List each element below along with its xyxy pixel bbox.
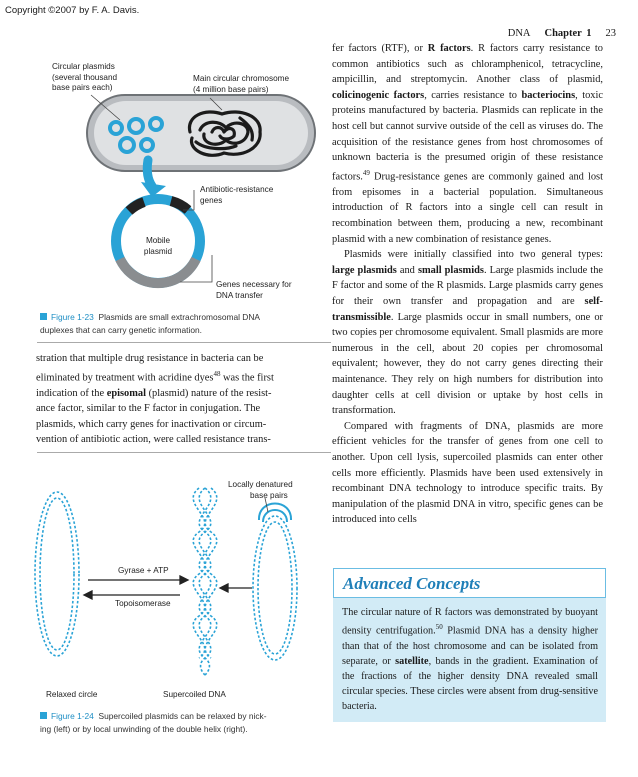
label-circular-plasmids: Circular plasmids (several thousand base pairs each) [52, 62, 118, 92]
label-relaxed-circle: Relaxed circle [46, 690, 98, 699]
section-divider [37, 452, 331, 453]
figure-1-23-caption: Figure 1-23 Plasmids are small extrachromosomal DNA duplexes that can carry genetic information. [40, 312, 260, 335]
running-head [508, 28, 616, 39]
advanced-concepts-text: The circular nature of R factors was demonstrated by buoyant density centrifugation.$^{50}$ Plasmid DNA has a density higher than that of the host chromosome and can be isolated from separate, or satellite, bands in the gradient. Examination of the fractions of the higher density DNA revealed small circular species. These circles were absent from drug-sensitive bacteria. [342, 607, 598, 712]
denatured-circle [253, 504, 297, 661]
left-column-paragraph: stration that multiple drug resistance in bacteria can be eliminated by treatment with acridine dyes$^{48}$ was the first indication of the episomal (plasmid) nature of the resist- ance factor, similar to the F factor in conjugation. The plasmids, which carry genes for inactivation or circum- vention of antibiotic action, were called resistance trans- [36, 353, 274, 446]
section-name: DNA [507, 28, 531, 39]
paragraph-plasmid-types: Plasmids were initially classified into two general types: large plasmids and small plasmids. Large plasmids include the F factor and some of the R plasmids. Large plasmids carry genes for their own transfer and propagation and are self-transmissible. Large plasmids occur in small numbers, one or two copies per chromosome equivalent. Small plasmids are more numerous in the cell, about 20 copies per chromosomal equivalent; however, they do not carry genes directing their maintenance. They rely on high numbers for distribution into daughter cells at cell division or uptake by host cells in transformation. [332, 249, 603, 417]
caption-marker-icon [40, 313, 47, 320]
figure-1-23-illustration [0, 0, 330, 310]
page-number: 23 [605, 28, 616, 39]
advanced-concepts-title: Advanced Concepts [343, 574, 481, 593]
label-dna-transfer: Genes necessary for DNA transfer [216, 280, 292, 300]
figure-1-24-caption: Figure 1-24 Supercoiled plasmids can be relaxed by nick- ing (left) or by local unwinding of the double helix (right). [40, 711, 267, 734]
label-topoisomerase: Topoisomerase [115, 599, 171, 608]
label-supercoiled-dna: Supercoiled DNA [163, 690, 226, 699]
caption-marker-icon [40, 712, 47, 719]
paragraph-gene-transfer: Compared with fragments of DNA, plasmids are more efficient vehicles for the transfer of genes from one cell to another. Upon cell lysis, supercoiled plasmids can enter other cells more efficiently. Plasmids have been used extensively in recombinant DNA technology to introduce specific traits. By manipulation of the plasmid DNA in vitro, specific genes can be introduced into cells [332, 420, 603, 526]
label-mobile-plasmid: Mobile plasmid [143, 236, 173, 256]
supercoiled-dna [193, 488, 217, 675]
label-antibiotic-resistance: Antibiotic-resistance genes [200, 185, 274, 205]
label-gyrase-atp: Gyrase + ATP [118, 566, 169, 575]
label-main-chromosome: Main circular chromosome (4 million base pairs) [193, 74, 290, 94]
advanced-concepts-header [333, 568, 606, 598]
figure-1-24-illustration [0, 470, 330, 700]
flow-arrow [147, 160, 152, 186]
chapter-label: Chapter 1 [544, 28, 592, 39]
right-column-text [332, 41, 603, 528]
label-locally-denatured: Locally denatured base pairs [228, 480, 293, 500]
relaxed-circle [35, 492, 79, 656]
copyright-notice: Copyright ©2007 by F. A. Davis. [5, 5, 140, 16]
caption-divider [37, 342, 331, 343]
paragraph-r-factors: fer factors (RTF), or R factors. R factors carry resistance to common antibiotics such as chloramphenicol, tetracycline, ampicillin, and streptomycin. Another class of plasmid, colicinogenic factors, carries resistance to bacteriocins, toxic proteins manufactured by bacteria. Plasmids can replicate in the host cell but cannot survive outside of the cell as viruses do. The acquisition of the resistance genes from host chromosomes of unknown bacteria is the presumed origin of these resistance factors.$^{49}$ Drug-resistance genes are commonly gained and lost from episomes in a bacterial population. Simultaneous introduction of R factors into a single cell can result in recombination between them, producing a new, recombinant plasmid with a new combination of resistance genes. [332, 43, 603, 245]
